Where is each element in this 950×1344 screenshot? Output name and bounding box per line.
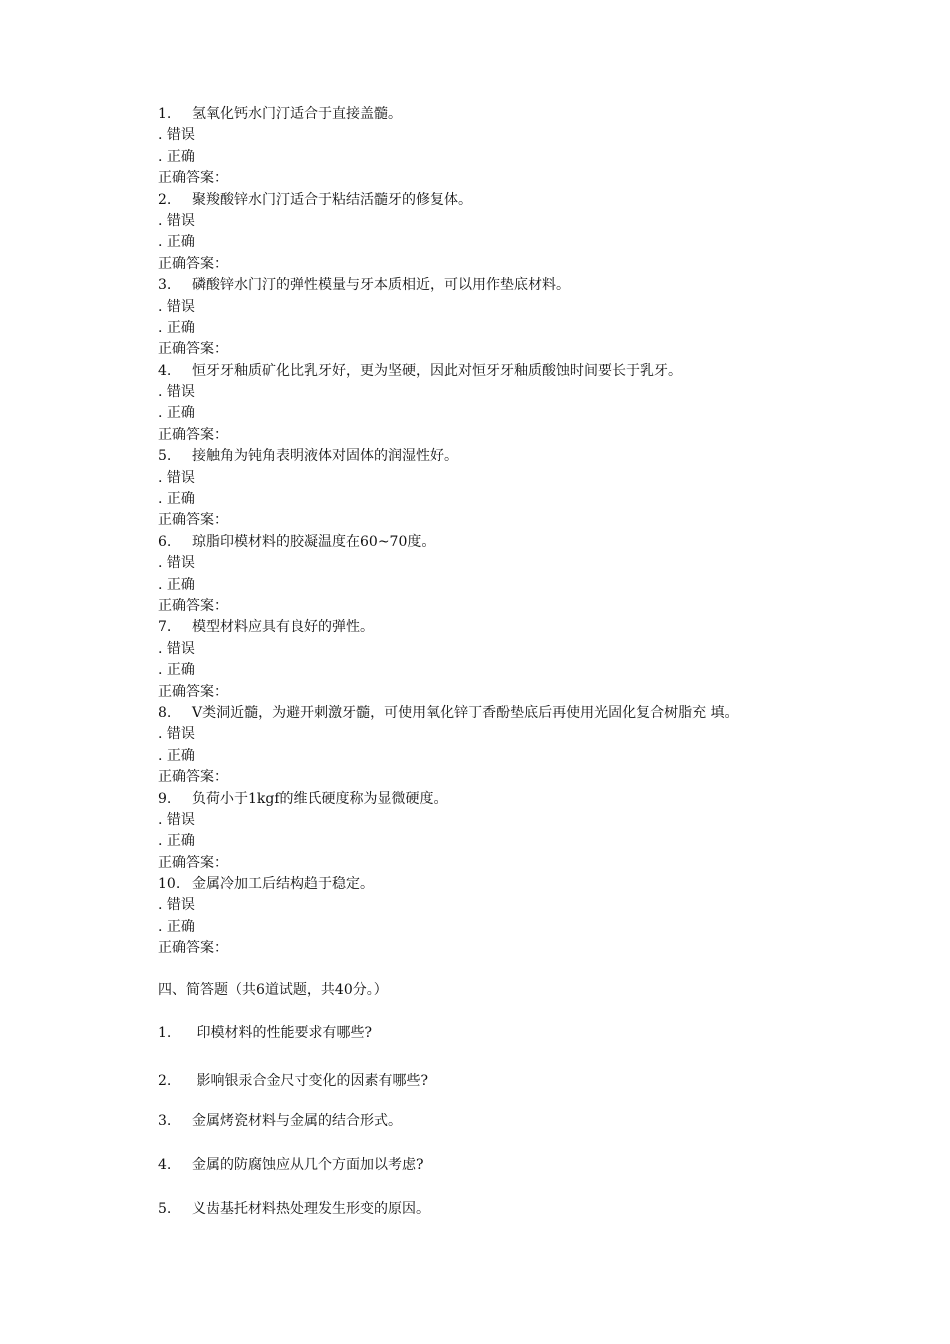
spacer: [158, 1001, 918, 1023]
question-text: 负荷小于1kgf的维氏硬度称为显微硬度。: [192, 790, 448, 807]
question-number: 5.: [158, 448, 172, 465]
short-answer-text: 印模材料的性能要求有哪些?: [192, 1025, 372, 1042]
option-wrong: . 错误: [158, 555, 195, 572]
question-number: 6.: [158, 533, 172, 550]
option-wrong: . 错误: [158, 298, 195, 315]
question-text: 接触角为钝角表明液体对固体的润湿性好。: [192, 448, 458, 465]
answer-label: 正确答案：: [158, 940, 228, 957]
question-5: [158, 446, 918, 532]
short-answer-text: 金属的防腐蚀应从几个方面加以考虑?: [192, 1157, 424, 1174]
answer-label: 正确答案：: [158, 597, 228, 614]
question-text: 恒牙牙釉质矿化比乳牙好，更为坚硬，因此对恒牙牙釉质酸蚀时间要长于乳牙。: [192, 362, 682, 379]
option-correct: . 正确: [158, 662, 195, 679]
question-number: 10.: [158, 876, 181, 893]
question-number: 1.: [158, 106, 172, 122]
option-wrong: . 错误: [158, 384, 195, 401]
short-answer-list: [158, 1023, 918, 1220]
short-answer-text: 影响银汞合金尺寸变化的因素有哪些?: [192, 1073, 428, 1090]
question-3: [158, 275, 918, 361]
question-text: 琼脂印模材料的胶凝温度在60~70度。: [192, 533, 436, 550]
question-text: 金属冷加工后结构趋于稳定。: [192, 876, 374, 893]
option-correct: . 正确: [158, 491, 195, 508]
question-number: 4.: [158, 362, 172, 379]
short-answer-5: [158, 1199, 918, 1220]
question-2: [158, 190, 918, 276]
question-text: V类洞近髓，为避开刺激牙髓，可使用氧化锌丁香酚垫底后再使用光固化复合树脂充 填。: [192, 704, 739, 721]
option-correct: . 正确: [158, 833, 195, 850]
option-correct: . 正确: [158, 918, 195, 935]
option-correct: . 正确: [158, 319, 195, 336]
question-number: 9.: [158, 790, 172, 807]
short-answer-number: 3.: [158, 1113, 172, 1130]
question-4: [158, 361, 918, 447]
option-wrong: . 错误: [158, 811, 195, 828]
option-wrong: . 错误: [158, 212, 195, 229]
question-6: [158, 532, 918, 618]
question-8: [158, 703, 918, 789]
short-answer-number: 1.: [158, 1025, 172, 1042]
option-correct: . 正确: [158, 405, 195, 422]
option-wrong: . 错误: [158, 640, 195, 657]
document-page: [158, 104, 918, 1220]
question-9: [158, 789, 918, 875]
option-wrong: . 错误: [158, 127, 195, 144]
short-answer-number: 2.: [158, 1073, 172, 1090]
option-wrong: . 错误: [158, 726, 195, 743]
answer-label: 正确答案：: [158, 170, 228, 187]
question-text: 磷酸锌水门汀的弹性模量与牙本质相近，可以用作垫底材料。: [192, 277, 570, 294]
answer-label: 正确答案：: [158, 683, 228, 700]
section-title: 四、简答题（共6道试题，共40分。）: [158, 981, 388, 998]
answer-label: 正确答案：: [158, 426, 228, 443]
short-answer-text: 义齿基托材料热处理发生形变的原因。: [192, 1201, 430, 1218]
option-correct: . 正确: [158, 576, 195, 593]
answer-label: 正确答案：: [158, 854, 228, 871]
short-answer-text: 金属烤瓷材料与金属的结合形式。: [192, 1113, 402, 1130]
question-text: 氢氧化钙水门汀适合于直接盖髓。: [192, 106, 402, 122]
question-number: 3.: [158, 277, 172, 294]
question-7: [158, 617, 918, 703]
question-text: 模型材料应具有良好的弹性。: [192, 619, 374, 636]
answer-label: 正确答案：: [158, 512, 228, 529]
judgement-list: [158, 104, 918, 960]
option-correct: . 正确: [158, 148, 195, 165]
question-number: 2.: [158, 191, 172, 208]
spacer: [158, 960, 918, 980]
answer-label: 正确答案：: [158, 769, 228, 786]
short-answer-2: [158, 1071, 918, 1092]
answer-label: 正确答案：: [158, 341, 228, 358]
short-answer-3: [158, 1111, 918, 1132]
question-number: 7.: [158, 619, 172, 636]
question-1: [158, 104, 918, 190]
question-text: 聚羧酸锌水门汀适合于粘结活髓牙的修复体。: [192, 191, 472, 208]
question-10: [158, 874, 918, 960]
option-wrong: . 错误: [158, 897, 195, 914]
question-number: 8.: [158, 704, 172, 721]
option-wrong: . 错误: [158, 469, 195, 486]
option-correct: . 正确: [158, 234, 195, 251]
option-correct: . 正确: [158, 747, 195, 764]
short-answer-1: [158, 1023, 918, 1044]
short-answer-number: 5.: [158, 1201, 172, 1218]
answer-label: 正确答案：: [158, 255, 228, 272]
short-answer-4: [158, 1155, 918, 1176]
short-answer-number: 4.: [158, 1157, 172, 1174]
